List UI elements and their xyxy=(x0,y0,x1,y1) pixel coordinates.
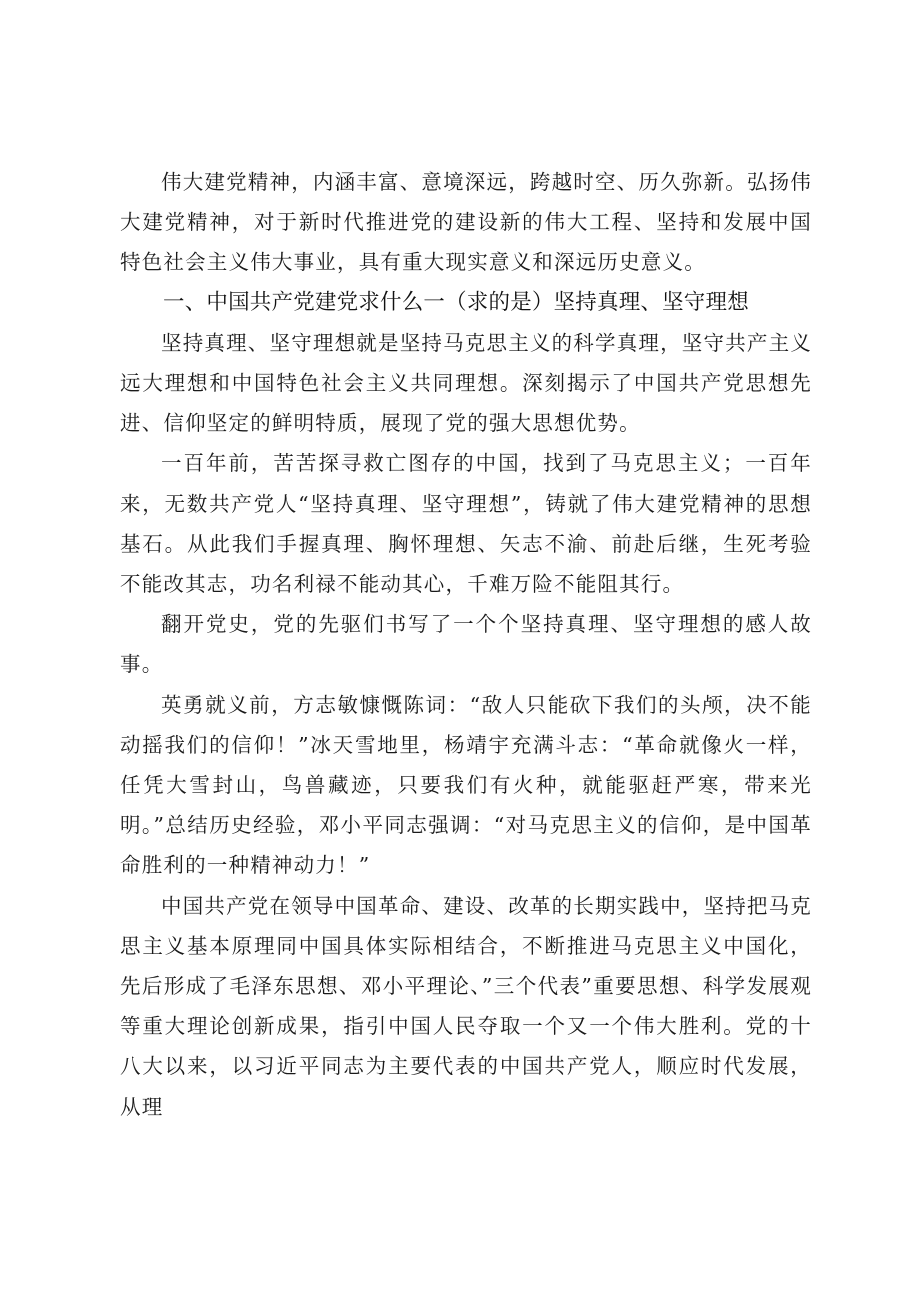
paragraph-truth-ideal: 坚持真理、坚守理想就是坚持马克思主义的科学真理，坚守共产主义远大理想和中国特色社会主义共同理想。深刻揭示了中国共产党思想先进、信仰坚定的鲜明特质，展现了党的强大思想优势。 xyxy=(120,330,812,436)
document-body xyxy=(120,162,812,1127)
paragraph-hundred-years: 一百年前，苦苦探寻救亡图存的中国，找到了马克思主义；一百年来，无数共产党人“坚持真理、坚守理想”，铸就了伟大建党精神的思想基石。从此我们手握真理、胸怀理想、矢志不渝、前赴后继，生死考验不能改其志，功名利禄不能动其心，千难万险不能阻其行。 xyxy=(120,451,812,597)
paragraph-party-history: 翻开党史，党的先驱们书写了一个个坚持真理、坚守理想的感人故事。 xyxy=(120,612,812,677)
paragraph-intro: 伟大建党精神，内涵丰富、意境深远，跨越时空、历久弥新。弘扬伟大建党精神，对于新时代推进党的建设新的伟大工程、坚持和发展中国特色社会主义伟大事业，具有重大现实意义和深远历史意义。 xyxy=(120,170,812,275)
section-heading-1: 一、中国共产党建党求什么一（求的是）坚持真理、坚守理想 xyxy=(163,289,749,315)
paragraph-martyrs-quotes: 英勇就义前，方志敏慷慨陈词：“敌人只能砍下我们的头颅，决不能动摇我们的信仰！”冰天雪地里，杨靖宇充满斗志：“革命就像火一样，任凭大雪封山，鸟兽藏迹，只要我们有火种，就能驱赶严寒，带来光明。”总结历史经验，邓小平同志强调：“对马克思主义的信仰，是中国革命胜利的一种精神动力！” xyxy=(120,692,812,878)
paragraph-theory-innovation: 中国共产党在领导中国革命、建设、改革的长期实践中，坚持把马克思主义基本原理同中国具体实际相结合，不断推进马克思主义中国化，先后形成了毛泽东思想、邓小平理论、”三个代表”重要思想、科学发展观等重大理论创新成果，指引中国人民夺取一个又一个伟大胜利。党的十八大以来，以习近平同志为主要代表的中国共产党人，顺应时代发展，从理 xyxy=(120,893,812,1119)
